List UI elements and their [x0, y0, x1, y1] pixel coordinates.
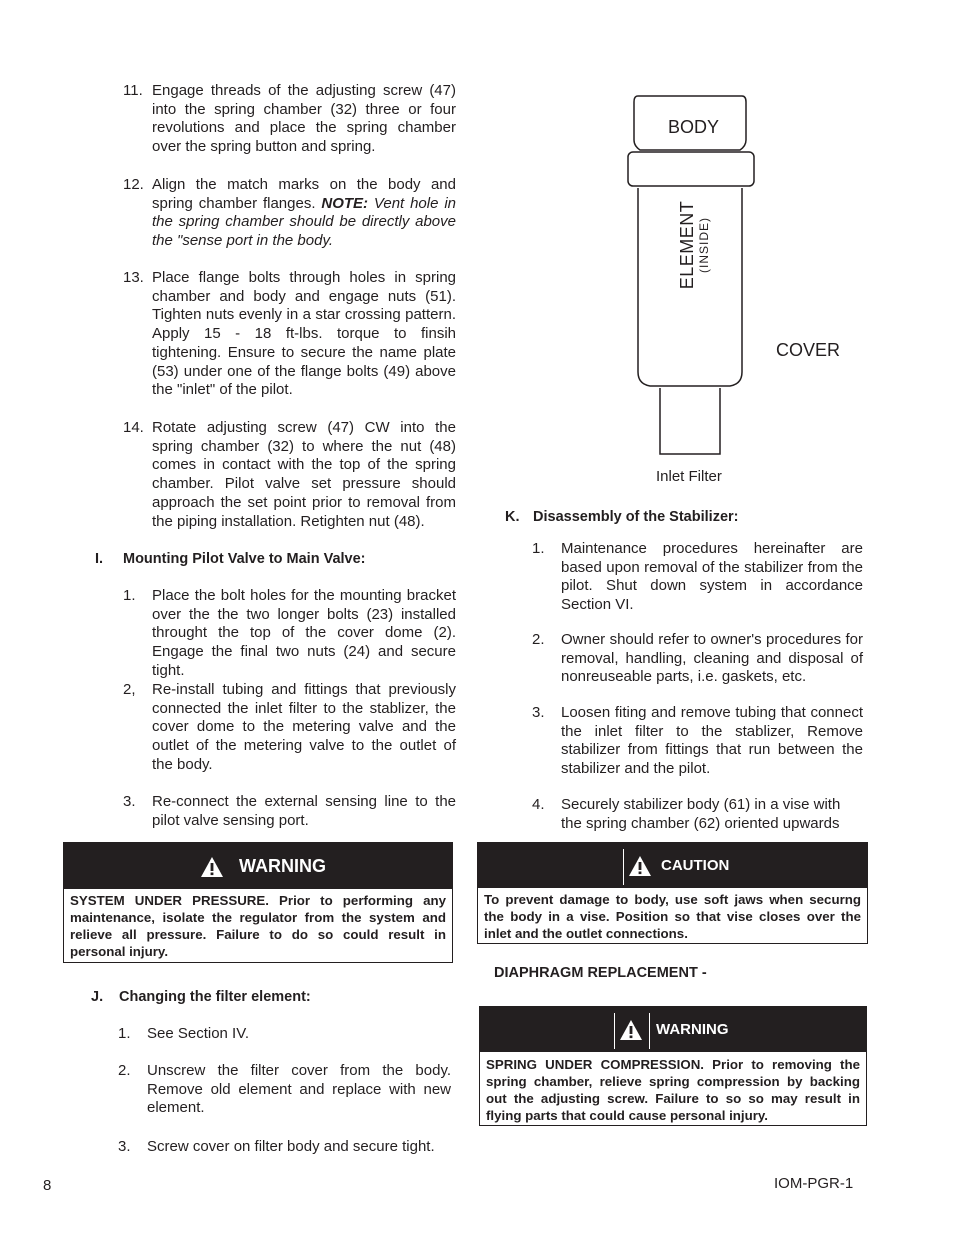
caution-body: To prevent damage to body, use soft jaws when securng the body in a vise. Position so that vise closes over the inlet and the outlet connections. — [484, 892, 861, 941]
step-number: 3. — [532, 704, 545, 721]
warning-box-2 — [479, 1006, 867, 1126]
warning-body: SYSTEM UNDER PRESSURE. Prior to performing any maintenance, isolate the regulator from the system and relieve all pressure. Failure to do so could result in personal injury. — [70, 893, 446, 959]
warning-body-2: SPRING UNDER COMPRESSION. Prior to removing the spring chamber, relieve spring compression by backing out the adjusting screw. Failure to so so may result in flying parts that could cause personal injury. — [486, 1057, 860, 1123]
step-number: 1. — [118, 1025, 131, 1042]
figure-caption: Inlet Filter — [656, 468, 722, 485]
step-text: Place flange bolts through holes in spring chamber and body and engage nuts (51). Tighten nuts evenly in a star crossing pattern. Apply 15 - 18 ft-lbs. torque to finsih tightening. Ensure to secure the name plate (53) under one of the flange bolts (49) above the "inlet" of the pilot. — [152, 269, 456, 399]
step-number: 1. — [123, 587, 136, 604]
warning-title: WARNING — [239, 856, 326, 876]
section-letter: J. — [91, 989, 104, 1005]
caution-box — [477, 842, 868, 944]
step-number: 1. — [532, 540, 545, 557]
warning-header-2 — [480, 1007, 866, 1052]
step-number: 2. — [532, 631, 545, 648]
step-text: Maintenance procedures hereinafter are based upon removal of the stabilizer from the pilot. Shut down system in accordance Section VI. — [561, 540, 863, 614]
step-text: Re-connect the external sensing line to the pilot valve sensing port. — [152, 793, 456, 829]
body-label: BODY — [668, 117, 720, 137]
note-text: Vent hole in the spring chamber should be directly above the "sense port in the body. — [152, 194, 456, 250]
step-number: 11. — [123, 82, 143, 99]
note-label: NOTE: — [321, 194, 369, 212]
step-text: Loosen fiting and remove tubing that connect the inlet filter to the stablizer, Remove stabilizer from fittings that run between the stabilizer and the pilot. — [561, 704, 863, 778]
step-text: Owner should refer to owner's procedures for removal, handling, cleaning and disposal of nonreuseable parts, i.e. gaskets, etc. — [561, 631, 863, 686]
warning-title-2: WARNING — [656, 1021, 729, 1038]
step-number: 4. — [532, 796, 545, 813]
step-text-main: Align the match marks on the body and spring chamber flanges. — [152, 176, 456, 212]
inlet-pipe-shape — [660, 388, 720, 454]
diaphragm-heading: DIAPHRAGM REPLACEMENT - — [494, 965, 707, 981]
section-title: Mounting Pilot Valve to Main Valve: — [123, 551, 366, 567]
warning-box — [63, 842, 453, 963]
step-text: Unscrew the filter cover from the body. Remove old element and replace with new element. — [147, 1062, 451, 1117]
step-text: Engage threads of the adjusting screw (47) into the spring chamber (32) three or four revolutions and place the spring chamber over the spring button and spring. — [152, 82, 456, 156]
step-number: 2, — [123, 681, 136, 698]
caution-triangle-icon — [628, 855, 652, 877]
step-number: 13. — [123, 269, 144, 286]
step-number: 14. — [123, 419, 144, 436]
step-text: Rotate adjusting screw (47) CW into the spring chamber (32) to where the nut (48) comes in contact with the top of the spring chamber. Pilot valve set pressure should approach the set point prior to removal from the piping installation. Retighten nut (48). — [152, 419, 456, 530]
caution-header — [478, 843, 867, 888]
element-label: ELEMENT — [677, 200, 697, 290]
element-label-group — [677, 175, 721, 315]
warning-triangle-icon — [200, 856, 224, 878]
section-title: Changing the filter element: — [119, 989, 311, 1005]
section-letter: K. — [505, 509, 520, 525]
warning-header — [64, 843, 452, 889]
step-text: See Section IV. — [147, 1025, 250, 1042]
step-number: 3. — [118, 1138, 131, 1155]
step-text: Securely stabilizer body (61) in a vise with the spring chamber (62) oriented upwards — [561, 796, 841, 832]
step-text: Re-install tubing and fittings that previously connected the inlet filter to the stablizer, the cover dome to the metering valve and the outlet of the metering valve to the outlet of the body. — [152, 681, 456, 773]
step-text: Screw cover on filter body and secure tight. — [147, 1138, 435, 1155]
step-text: Place the bolt holes for the mounting bracket over the the two longer bolts (23) installed throught the top of the cover dome (2). Engage the final two nuts (24) and secure tight. — [152, 587, 456, 679]
caution-title: CAUTION — [661, 857, 730, 874]
section-letter: I. — [95, 551, 104, 567]
page-number: 8 — [43, 1177, 52, 1194]
section-title: Disassembly of the Stabilizer: — [533, 509, 739, 525]
warning-triangle-icon-2 — [619, 1019, 643, 1041]
cover-label: COVER — [776, 340, 841, 360]
step-number: 3. — [123, 793, 136, 810]
document-id: IOM-PGR-1 — [774, 1175, 854, 1192]
step-number: 12. — [123, 176, 144, 193]
inside-label: (INSIDE) — [697, 217, 711, 273]
step-number: 2. — [118, 1062, 131, 1079]
step-text — [152, 176, 456, 251]
